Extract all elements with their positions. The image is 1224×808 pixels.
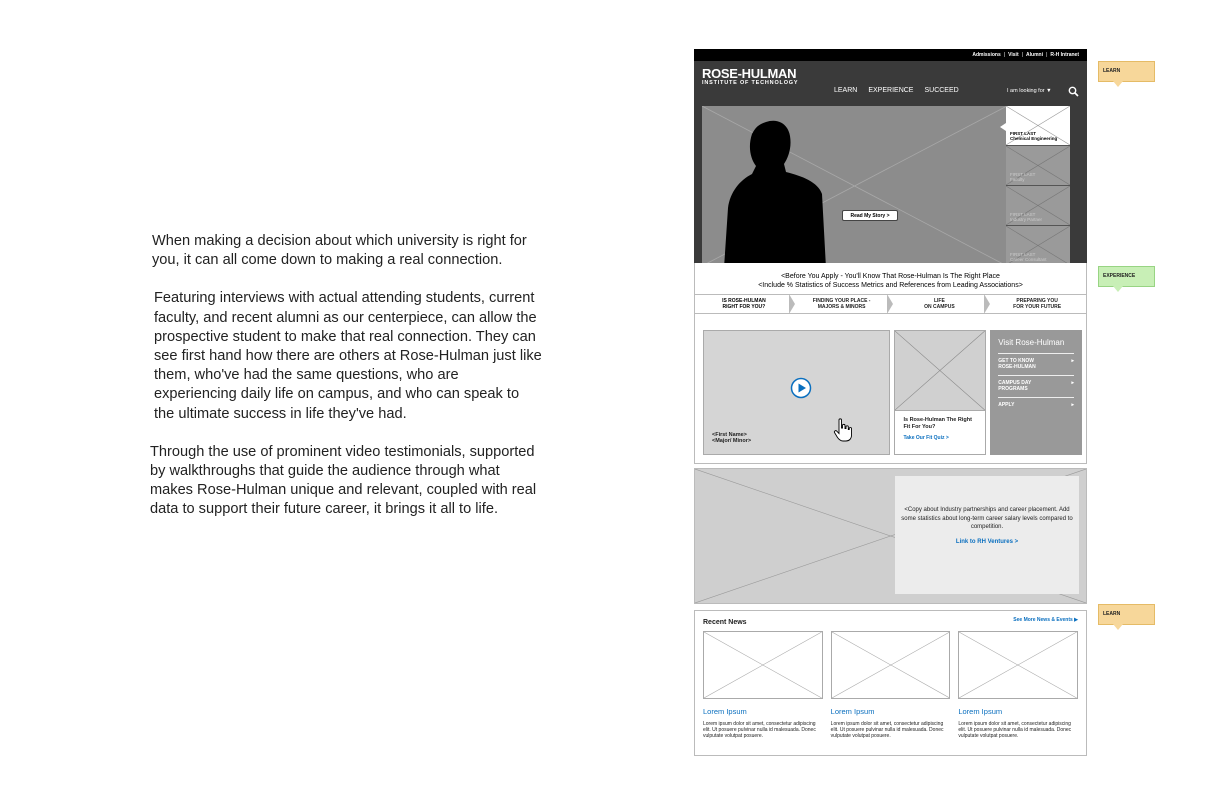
- visit-item-label: GET TO KNOW: [998, 358, 1034, 364]
- placeholder-cross-icon: [832, 632, 950, 698]
- visit-title: Visit Rose-Hulman: [998, 338, 1065, 347]
- search-icon[interactable]: [1068, 86, 1079, 97]
- rh-ventures-link[interactable]: Link to RH Ventures >: [955, 538, 1019, 545]
- person-silhouette-icon: [722, 118, 826, 266]
- thumbnail-3[interactable]: [1006, 186, 1070, 226]
- step-label: RIGHT FOR YOU?: [722, 304, 766, 310]
- description-paragraph-3: Through the use of prominent video testimonials, supported by walkthroughs that guide the audience through what makes Rose-Hulman unique and relevant, coupled with real data to support their future career, it brings it all to life.: [150, 443, 537, 518]
- thumbnail-1[interactable]: [1006, 106, 1070, 146]
- step-right-for-you[interactable]: [695, 295, 793, 313]
- news-heading[interactable]: Lorem Ipsum: [830, 707, 875, 716]
- step-label: FOR YOUR FUTURE: [1013, 304, 1062, 310]
- thumbnail-name: FIRST LAST: [1010, 252, 1036, 257]
- video-major: <Major/ Minor>: [712, 438, 752, 444]
- utility-link-alumni[interactable]: Alumni: [1026, 52, 1043, 58]
- walkthrough-steps: [695, 294, 1086, 314]
- description-text: [152, 232, 542, 539]
- video-testimonial[interactable]: [703, 330, 890, 455]
- utility-link-admissions[interactable]: Admissions: [972, 52, 1001, 58]
- hero-image-placeholder: [702, 106, 1007, 266]
- recent-news-title: Recent News: [703, 619, 747, 626]
- fit-quiz-link[interactable]: Take Our Fit Quiz >: [903, 435, 949, 441]
- section2-heading: <Before You Apply - You'll Know That Rose-Hulman Is The Right Place: [781, 273, 1000, 280]
- news-heading[interactable]: Lorem Ipsum: [958, 707, 1003, 716]
- news-item[interactable]: [958, 631, 1078, 739]
- industry-copy: <Copy about Industry partnerships and career placement. Add some statistics about long-term career salary levels compared to competition.: [901, 507, 1073, 530]
- nav-experience[interactable]: EXPERIENCE: [868, 87, 914, 94]
- nav-learn[interactable]: LEARN: [834, 87, 858, 94]
- utility-nav: Admissions | Visit | Alumni | R-H Intranet: [694, 49, 1087, 61]
- news-body: Lorem ipsum dolor sit amet, consectetur adipiscing elit. Ut posuere pulvinar nulla id malesuada. Donec vulputate volutpat posuere.: [958, 721, 1072, 739]
- thumbnail-name: FIRST LAST: [1010, 131, 1036, 136]
- step-majors-minors[interactable]: [793, 295, 891, 313]
- note-learn-top: LEARN: [1098, 61, 1155, 82]
- visit-item-label: CAMPUS DAY: [998, 380, 1032, 386]
- logo-title: ROSE-HULMAN: [702, 66, 797, 81]
- step-label: FINDING YOUR PLACE -: [812, 298, 871, 304]
- read-my-story-button[interactable]: Read My Story >: [842, 210, 898, 221]
- visit-panel: [990, 330, 1082, 455]
- visit-item-apply[interactable]: [998, 397, 1074, 414]
- visit-item-get-to-know[interactable]: [998, 353, 1074, 375]
- news-image-placeholder: [831, 631, 951, 699]
- thumbnail-name: FIRST LAST: [1010, 172, 1036, 177]
- wireframe-page: [694, 49, 1087, 756]
- step-label: PREPARING YOU: [1016, 298, 1058, 304]
- placeholder-cross-icon: [959, 632, 1077, 698]
- visit-item-label: APPLY: [998, 402, 1015, 408]
- note-learn-bottom: LEARN: [1098, 604, 1155, 625]
- step-life-on-campus[interactable]: [891, 295, 989, 313]
- logo-subtitle: INSTITUTE OF TECHNOLOGY: [702, 80, 799, 86]
- fit-quiz-card: [894, 330, 986, 455]
- news-item[interactable]: [703, 631, 823, 739]
- chevron-right-icon: ▸: [1071, 402, 1074, 408]
- step-label: IS ROSE-HULMAN: [722, 298, 766, 304]
- play-icon[interactable]: [790, 377, 812, 399]
- thumbnail-role: Faculty: [1010, 177, 1025, 182]
- visit-item-campus-day[interactable]: [998, 375, 1074, 397]
- step-label: ON CAMPUS: [924, 304, 955, 310]
- utility-link-visit[interactable]: Visit: [1008, 52, 1019, 58]
- hero-section: [694, 61, 1087, 263]
- utility-link-intranet[interactable]: R-H Intranet: [1050, 52, 1079, 58]
- nav-succeed[interactable]: SUCCEED: [924, 87, 959, 94]
- step-label: LIFE: [933, 298, 945, 304]
- recent-news-section: [694, 610, 1087, 756]
- looking-for-dropdown[interactable]: I am looking for ▼: [1007, 88, 1052, 94]
- testimonial-thumbnails: [1006, 106, 1070, 266]
- news-body: Lorem ipsum dolor sit amet, consectetur adipiscing elit. Ut posuere pulvinar nulla id malesuada. Donec vulputate volutpat posuere.: [703, 721, 816, 739]
- news-image-placeholder: [958, 631, 1078, 699]
- thumbnail-role: Chemical Engineering: [1010, 136, 1058, 141]
- news-image-placeholder: [703, 631, 823, 699]
- description-paragraph-2: Featuring interviews with actual attending students, current faculty, and recent alumni as our centerpiece, can allow the prospective student to make that real connection. They can see first hand how there are others at Rose-Hulman just like them, who've had the same questions, who are experiencing daily life on campus, and who can speak to the ultimate success in life they've had.: [154, 290, 542, 422]
- step-label: MAJORS & MINORS: [817, 304, 866, 310]
- chevron-right-icon: ▸: [1071, 358, 1074, 364]
- industry-partnerships-section: [694, 468, 1087, 604]
- thumbnail-4[interactable]: [1006, 226, 1070, 266]
- thumbnail-name: FIRST LAST: [1010, 212, 1036, 217]
- video-first-name: <First Name>: [712, 432, 747, 438]
- visit-item-label: ROSE-HULMAN: [998, 363, 1036, 370]
- step-preparing-future[interactable]: [988, 295, 1086, 313]
- visit-item-label: PROGRAMS: [998, 385, 1028, 392]
- see-more-news-link[interactable]: See More News & Events ▶: [1013, 617, 1078, 623]
- placeholder-cross-icon: [704, 632, 822, 698]
- placeholder-cross-icon: [895, 331, 985, 410]
- thumbnail-role: Industry Partner: [1010, 217, 1043, 222]
- industry-copy-box: [895, 476, 1079, 594]
- news-heading[interactable]: Lorem Ipsum: [703, 707, 747, 716]
- main-nav: [834, 87, 959, 94]
- before-you-apply-section: [694, 263, 1087, 464]
- description-paragraph-1: When making a decision about which university is right for you, it can all come down to making a real connection.: [152, 233, 527, 269]
- fit-image-placeholder: [895, 331, 985, 411]
- thumbnail-2[interactable]: [1006, 146, 1070, 186]
- hand-cursor-icon: [832, 417, 854, 443]
- logo[interactable]: [702, 67, 798, 86]
- fit-quiz-title: Is Rose-Hulman The Right Fit For You?: [903, 417, 972, 430]
- thumbnail-role: Career Consultant: [1010, 257, 1047, 262]
- chevron-right-icon: ▸: [1071, 380, 1074, 386]
- note-experience: EXPERIENCE: [1098, 266, 1155, 287]
- section2-subheading: <Include % Statistics of Success Metrics and References from Leading Associations>: [758, 281, 1023, 289]
- news-item[interactable]: [831, 631, 951, 739]
- news-body: Lorem ipsum dolor sit amet, consectetur adipiscing elit. Ut posuere pulvinar nulla id malesuada. Donec vulputate volutpat posuere.: [830, 721, 944, 739]
